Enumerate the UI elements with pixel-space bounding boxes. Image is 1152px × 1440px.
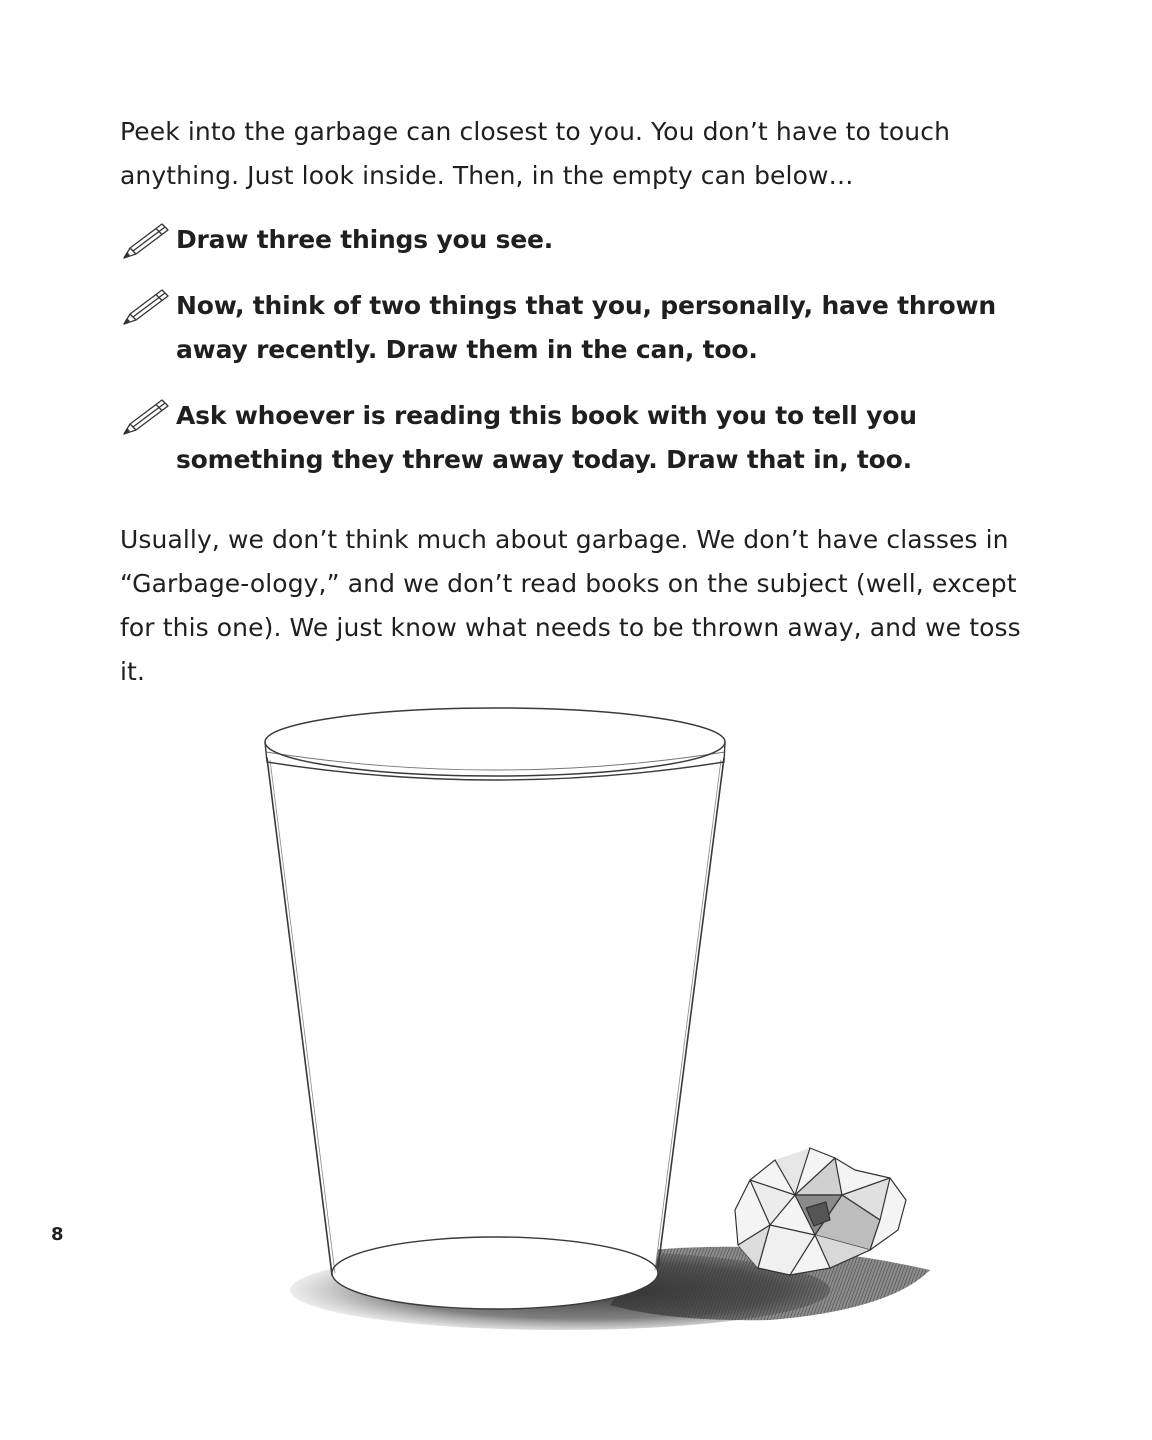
closing-paragraph: Usually, we don’t think much about garbage. We don’t have classes in “Garbage-ology,” and we don’t read books on the subject (well, except for this one). We just know what needs to be thrown away, and we toss it. — [120, 525, 1021, 686]
page-number: 8 — [51, 1224, 64, 1245]
garbage-can-illustration — [230, 690, 970, 1340]
intro-paragraph: Peek into the garbage can closest to you. You don’t have to touch anything. Just look inside. Then, in the empty can below… — [120, 117, 951, 190]
garbage-can — [265, 708, 725, 1309]
instruction-item — [120, 284, 1050, 372]
instruction-item — [120, 394, 1050, 482]
crumpled-paper — [735, 1148, 906, 1275]
instruction-text: Now, think of two things that you, personally, have thrown away recently. Draw them in the can, too. — [176, 291, 997, 364]
instruction-item — [120, 218, 1050, 262]
pencil-icon — [120, 284, 172, 328]
instruction-text: Ask whoever is reading this book with you to tell you something they threw away today. Draw that in, too. — [176, 401, 917, 474]
pencil-icon — [120, 218, 172, 262]
instruction-text: Draw three things you see. — [176, 225, 554, 254]
pencil-icon — [120, 394, 172, 438]
